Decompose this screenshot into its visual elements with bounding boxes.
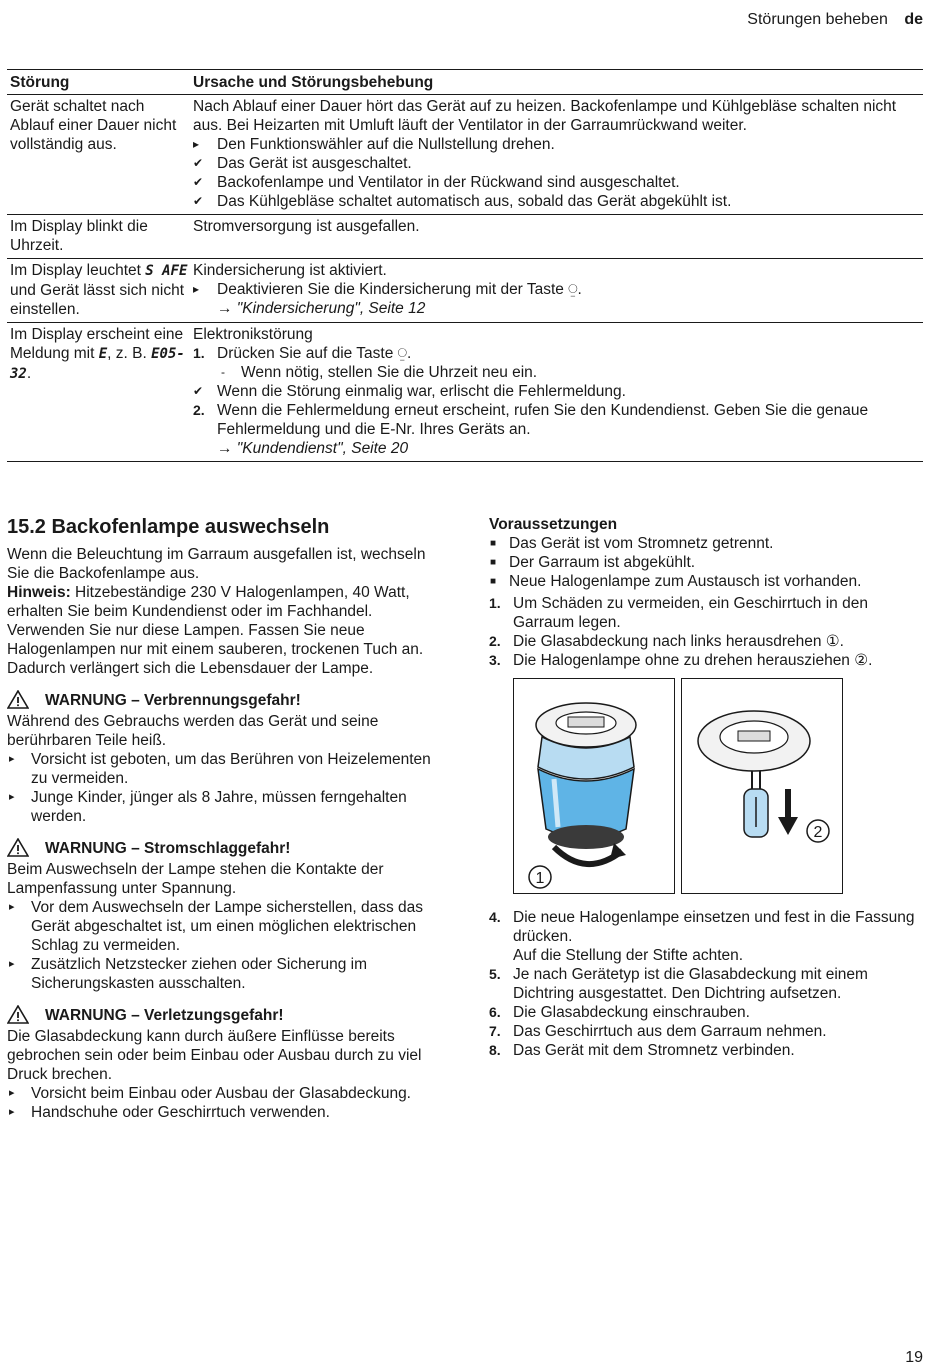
step-item (489, 965, 925, 1003)
step-number: 1. (489, 595, 501, 611)
arrow-bullet-icon: ▸ (193, 137, 200, 151)
cause-cell (193, 97, 923, 211)
step-text: Je nach Gerätetyp ist die Glasabdeckung mit einem Dichtring ausgestattet. Den Dichtring aufsetzen. (513, 966, 868, 1002)
fault-cell: Gerät schaltet nach Ablauf einer Dauer nicht vollständig aus. (10, 98, 177, 153)
table-header-fault: Störung (10, 74, 70, 91)
arrow-bullet-icon: ▸ (9, 958, 15, 970)
prerequisites-title: Voraussetzungen (489, 516, 618, 533)
check-icon: ✔ (193, 175, 204, 189)
prerequisite-item (489, 572, 925, 591)
step-number: 1. (193, 345, 205, 361)
step-number: 2. (489, 633, 501, 649)
fault-text: und Gerät lässt sich nicht einstellen. (10, 282, 185, 318)
step-item (489, 1003, 925, 1022)
fault-cell (7, 325, 193, 458)
step-text: Die Glasabdeckung einschrauben. (513, 1004, 750, 1021)
warning-title: WARNUNG – Stromschlaggefahr! (45, 839, 291, 857)
cause-text: Nach Ablauf einer Dauer hört das Gerät auf zu heizen. Backofenlampe und Kühlgebläse schalten nicht aus. Bei Heizarten mit Umluft läuft der Ventilator in der Garraumrückwand weiter. (193, 98, 897, 134)
step-number: 7. (489, 1023, 501, 1039)
arrow-bullet-icon: ▸ (9, 791, 15, 803)
action-item (193, 280, 923, 299)
warning-triangle-icon (7, 690, 31, 710)
step-item (489, 651, 925, 670)
warning-heading (7, 690, 443, 710)
action-item (193, 135, 923, 154)
result-item (193, 173, 923, 192)
warning-block (7, 838, 443, 993)
step-item (489, 1022, 925, 1041)
fault-cell: Im Display blinkt die Uhrzeit. (10, 218, 148, 254)
fault-cell (7, 261, 193, 319)
section-title: 15.2 Backofenlampe auswechseln (7, 516, 330, 538)
callout-label: 1 (535, 870, 545, 887)
step-subtext: Auf die Stellung der Stifte achten. (513, 947, 744, 964)
step-text: Drücken Sie auf die Taste ⍜. (217, 345, 412, 362)
step-text (513, 908, 925, 965)
warning-heading (7, 838, 443, 858)
bullet-text: Handschuhe oder Geschirrtuch verwenden. (31, 1104, 330, 1121)
illustrations (513, 678, 925, 894)
warning-text: Beim Auswechseln der Lampe stehen die Kontakte der Lampenfassung unter Spannung. (7, 861, 384, 897)
bullet-text: Vorsicht ist geboten, um das Berühren von Heizelementen zu vermeiden. (31, 751, 431, 787)
table-header (7, 69, 923, 95)
arrow-bullet-icon: ▸ (9, 1087, 15, 1099)
hint-text: Hitzebeständige 230 V Halogenlampen, 40 Watt, erhalten Sie beim Kundendienst oder im Fachhandel. Verwenden Sie nur diese Lampen. Fassen Sie neue Halogenlampen nur mit einem sauberen, trockenen Tuch an. Dadurch verlängert sich die Lebensdauer der Lampe. (7, 584, 424, 677)
warning-triangle-icon (7, 1005, 31, 1025)
step-text: Das Geschirrtuch aus dem Garraum nehmen. (513, 1023, 827, 1040)
fault-text: . (26, 365, 32, 382)
warning-text: Während des Gebrauchs werden das Gerät und seine berührbaren Teile heiß. (7, 713, 379, 749)
step-item (489, 594, 925, 632)
prerequisite-item (489, 534, 925, 553)
left-column (7, 515, 443, 1122)
square-bullet-icon: ■ (490, 538, 497, 549)
warning-text: Die Glasabdeckung kann durch äußere Einflüsse bereits gebrochen sein oder beim Einbau oder Ausbau durch zu viel Druck brechen. (7, 1028, 422, 1083)
result-item (193, 154, 923, 173)
hint-paragraph (7, 583, 443, 678)
bullet-text: Vorsicht beim Einbau oder Ausbau der Glasabdeckung. (31, 1085, 411, 1102)
step-number: 4. (489, 909, 501, 925)
display-code: E05-32 (10, 346, 185, 382)
check-icon: ✔ (193, 194, 204, 208)
display-code: S AFE (145, 263, 188, 279)
step-number: 6. (489, 1004, 501, 1020)
intro-text: Wenn die Beleuchtung im Garraum ausgefallen ist, wechseln Sie die Backofenlampe aus. (7, 546, 426, 582)
step-item (489, 908, 925, 965)
action-text: Den Funktionswähler auf die Nullstellung drehen. (217, 136, 555, 153)
sub-text: Wenn nötig, stellen Sie die Uhrzeit neu ein. (241, 364, 538, 381)
bullet-text: Junge Kinder, jünger als 8 Jahre, müssen ferngehalten werden. (31, 789, 407, 825)
prerequisite-text: Neue Halogenlampe zum Austausch ist vorhanden. (509, 573, 862, 590)
troubleshooting-table (7, 69, 923, 462)
page-number: 19 (905, 1349, 923, 1366)
step-text: Wenn die Fehlermeldung erneut erscheint, rufen Sie den Kundendienst. Geben Sie die genaue Fehlermeldung und die E-Nr. Ihres Geräts an. (217, 402, 869, 438)
square-bullet-icon: ■ (490, 576, 497, 587)
hint-label: Hinweis: (7, 584, 71, 601)
header-language: de (904, 11, 923, 28)
arrow-bullet-icon: ▸ (9, 1106, 15, 1118)
step-main: Die neue Halogenlampe einsetzen und fest in die Fassung drücken. (513, 909, 915, 945)
cause-text: Elektronikstörung (193, 326, 313, 343)
cause-cell (193, 325, 923, 458)
warning-bullet (7, 898, 443, 955)
warning-bullet (7, 955, 443, 993)
step-item (193, 344, 923, 363)
dash-marker: - (221, 365, 225, 379)
fault-text: Im Display leuchtet (10, 262, 146, 279)
arrow-bullet-icon: ▸ (9, 901, 15, 913)
step-item (489, 632, 925, 651)
result-text: Das Gerät ist ausgeschaltet. (217, 155, 412, 172)
arrow-bullet-icon: ▸ (193, 282, 200, 296)
warning-title: WARNUNG – Verbrennungsgefahr! (45, 691, 301, 709)
step-number: 2. (193, 402, 205, 418)
right-column (489, 515, 925, 1060)
result-item (193, 192, 923, 211)
warning-heading (7, 1005, 443, 1025)
step-text: Das Gerät mit dem Stromnetz verbinden. (513, 1042, 795, 1059)
check-icon: ✔ (193, 156, 204, 170)
action-text: Deaktivieren Sie die Kindersicherung mit der Taste ⍜. (217, 281, 582, 298)
warning-bullet (7, 750, 443, 788)
page-header (747, 10, 923, 29)
result-text: Das Kühlgebläse schaltet automatisch aus, sobald das Gerät abgekühlt ist. (217, 193, 732, 210)
step-item (193, 401, 923, 439)
step-item (489, 1041, 925, 1060)
warning-bullet (7, 1103, 443, 1122)
result-text: Wenn die Störung einmalig war, erlischt die Fehlermeldung. (217, 383, 626, 400)
check-icon: ✔ (193, 384, 204, 398)
cause-cell: Stromversorgung ist ausgefallen. (193, 218, 420, 235)
result-item (193, 382, 923, 401)
step-number: 8. (489, 1042, 501, 1058)
table-row (7, 323, 923, 462)
fault-text: Im Display erscheint eine Meldung mit (10, 326, 184, 362)
callout-label: 2 (813, 824, 823, 841)
warning-block (7, 690, 443, 826)
fault-text: , z. B. (107, 345, 152, 362)
warning-bullet (7, 1084, 443, 1103)
display-code: E (98, 346, 108, 362)
table-header-cause: Ursache und Störungsbehebung (193, 74, 434, 91)
prerequisite-text: Das Gerät ist vom Stromnetz getrennt. (509, 535, 774, 552)
prerequisite-item (489, 553, 925, 572)
glass-cover-removal-illustration (513, 678, 675, 894)
header-section-title: Störungen beheben (747, 11, 888, 28)
step-number: 3. (489, 652, 501, 668)
warning-block (7, 1005, 443, 1122)
step-text: Um Schäden zu vermeiden, ein Geschirrtuch in den Garraum legen. (513, 595, 868, 631)
result-text: Backofenlampe und Ventilator in der Rückwand sind ausgeschaltet. (217, 174, 680, 191)
step-text: Die Glasabdeckung nach links herausdrehen ①. (513, 633, 844, 650)
table-row (7, 215, 923, 259)
prerequisite-text: Der Garraum ist abgekühlt. (509, 554, 696, 571)
table-row (7, 259, 923, 323)
cross-reference: → "Kundendienst", Seite 20 (217, 440, 409, 457)
warning-triangle-icon (7, 838, 31, 858)
step-text: Die Halogenlampe ohne zu drehen herausziehen ②. (513, 652, 873, 669)
cross-reference: → "Kindersicherung", Seite 12 (217, 300, 426, 317)
table-row (7, 95, 923, 215)
arrow-bullet-icon: ▸ (9, 753, 15, 765)
halogen-lamp-removal-illustration (681, 678, 843, 894)
square-bullet-icon: ■ (490, 557, 497, 568)
bullet-text: Vor dem Auswechseln der Lampe sicherstellen, dass das Gerät abgeschaltet ist, um einen möglichen elektrischen Schlag zu vermeiden. (31, 899, 424, 954)
bullet-text: Zusätzlich Netzstecker ziehen oder Sicherung im Sicherungskasten ausschalten. (31, 956, 367, 992)
step-number: 5. (489, 966, 501, 982)
warning-bullet (7, 788, 443, 826)
warning-title: WARNUNG – Verletzungsgefahr! (45, 1006, 284, 1024)
sub-item (193, 363, 923, 382)
cause-cell (193, 261, 923, 319)
cause-text: Kindersicherung ist aktiviert. (193, 262, 387, 279)
